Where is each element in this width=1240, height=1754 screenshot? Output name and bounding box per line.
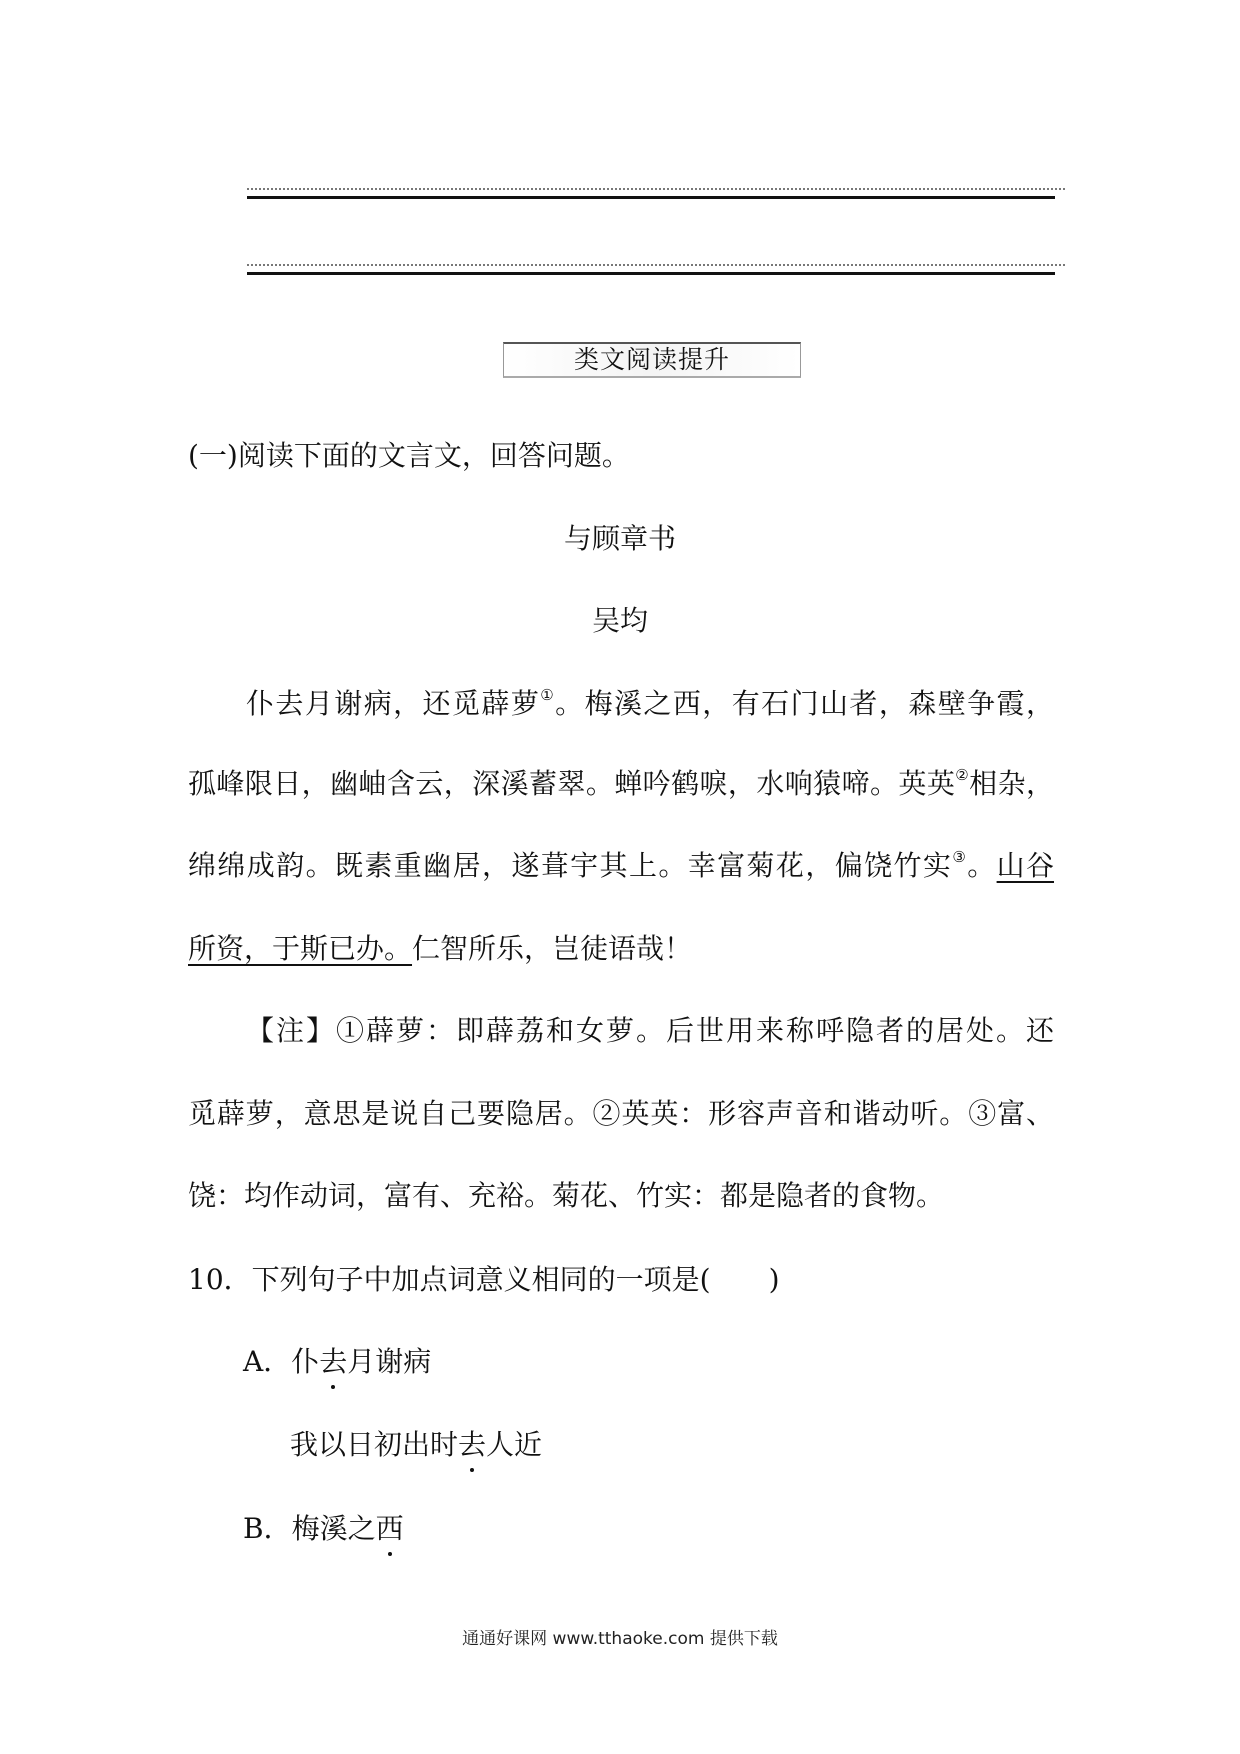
emphasis-dot-word: 西 bbox=[376, 1509, 404, 1549]
emphasis-dot-word: 去 bbox=[458, 1425, 486, 1465]
passage-line-3: 绵绵成韵。既素重幽居，遂葺宇其上。幸富菊花，偏饶竹实③。山谷 bbox=[188, 848, 1054, 882]
answer-line-2 bbox=[247, 272, 1055, 275]
footnote-ref-3: ③ bbox=[952, 848, 968, 866]
passage-author: 吴均 bbox=[591, 604, 648, 637]
dotted-rule-1 bbox=[247, 188, 1065, 190]
answer-line-1 bbox=[247, 196, 1055, 199]
section-title: 类文阅读提升 bbox=[503, 342, 801, 378]
option-a-second: 我以日初出时去人近 bbox=[290, 1425, 542, 1465]
footnote-ref-1: ① bbox=[540, 686, 556, 704]
passage-line-2: 孤峰限日，幽岫含云，深溪蓄翠。蝉吟鹤唳，水响猿啼。英英②相杂， bbox=[188, 766, 1054, 800]
note-line-2: 觅薜萝，意思是说自己要隐居。②英英：形容声音和谐动听。③富、 bbox=[188, 1097, 1054, 1130]
underlined-phrase-2: 所资，于斯已办。 bbox=[188, 932, 413, 965]
note-line-1: 【注】①薜萝：即薜荔和女萝。后世用来称呼隐者的居处。还 bbox=[246, 1014, 1054, 1047]
dotted-rule-2 bbox=[247, 264, 1065, 266]
footnote-ref-2: ② bbox=[955, 766, 970, 784]
underlined-phrase-1: 山谷 bbox=[996, 849, 1054, 882]
passage-line-4: 所资，于斯已办。仁智所乐，岂徒语哉！ bbox=[188, 932, 693, 965]
question-stem: 10．下列句子中加点词意义相同的一项是( ) bbox=[188, 1263, 780, 1296]
page-footer: 通通好课网 www.tthaoke.com 提供下载 bbox=[462, 1629, 778, 1649]
passage-line-1: 仆去月谢病，还觅薜萝①。梅溪之西，有石门山者，森壁争霞， bbox=[246, 686, 1054, 720]
option-b: B．梅溪之西 bbox=[243, 1509, 404, 1549]
emphasis-dot-word: 去 bbox=[319, 1342, 347, 1382]
option-a: A．仆去月谢病 bbox=[243, 1342, 431, 1382]
passage-title: 与顾章书 bbox=[563, 522, 676, 555]
note-line-3: 饶：均作动词，富有、充裕。菊花、竹实：都是隐者的食物。 bbox=[188, 1179, 945, 1212]
question-intro: (一)阅读下面的文言文，回答问题。 bbox=[188, 439, 630, 472]
